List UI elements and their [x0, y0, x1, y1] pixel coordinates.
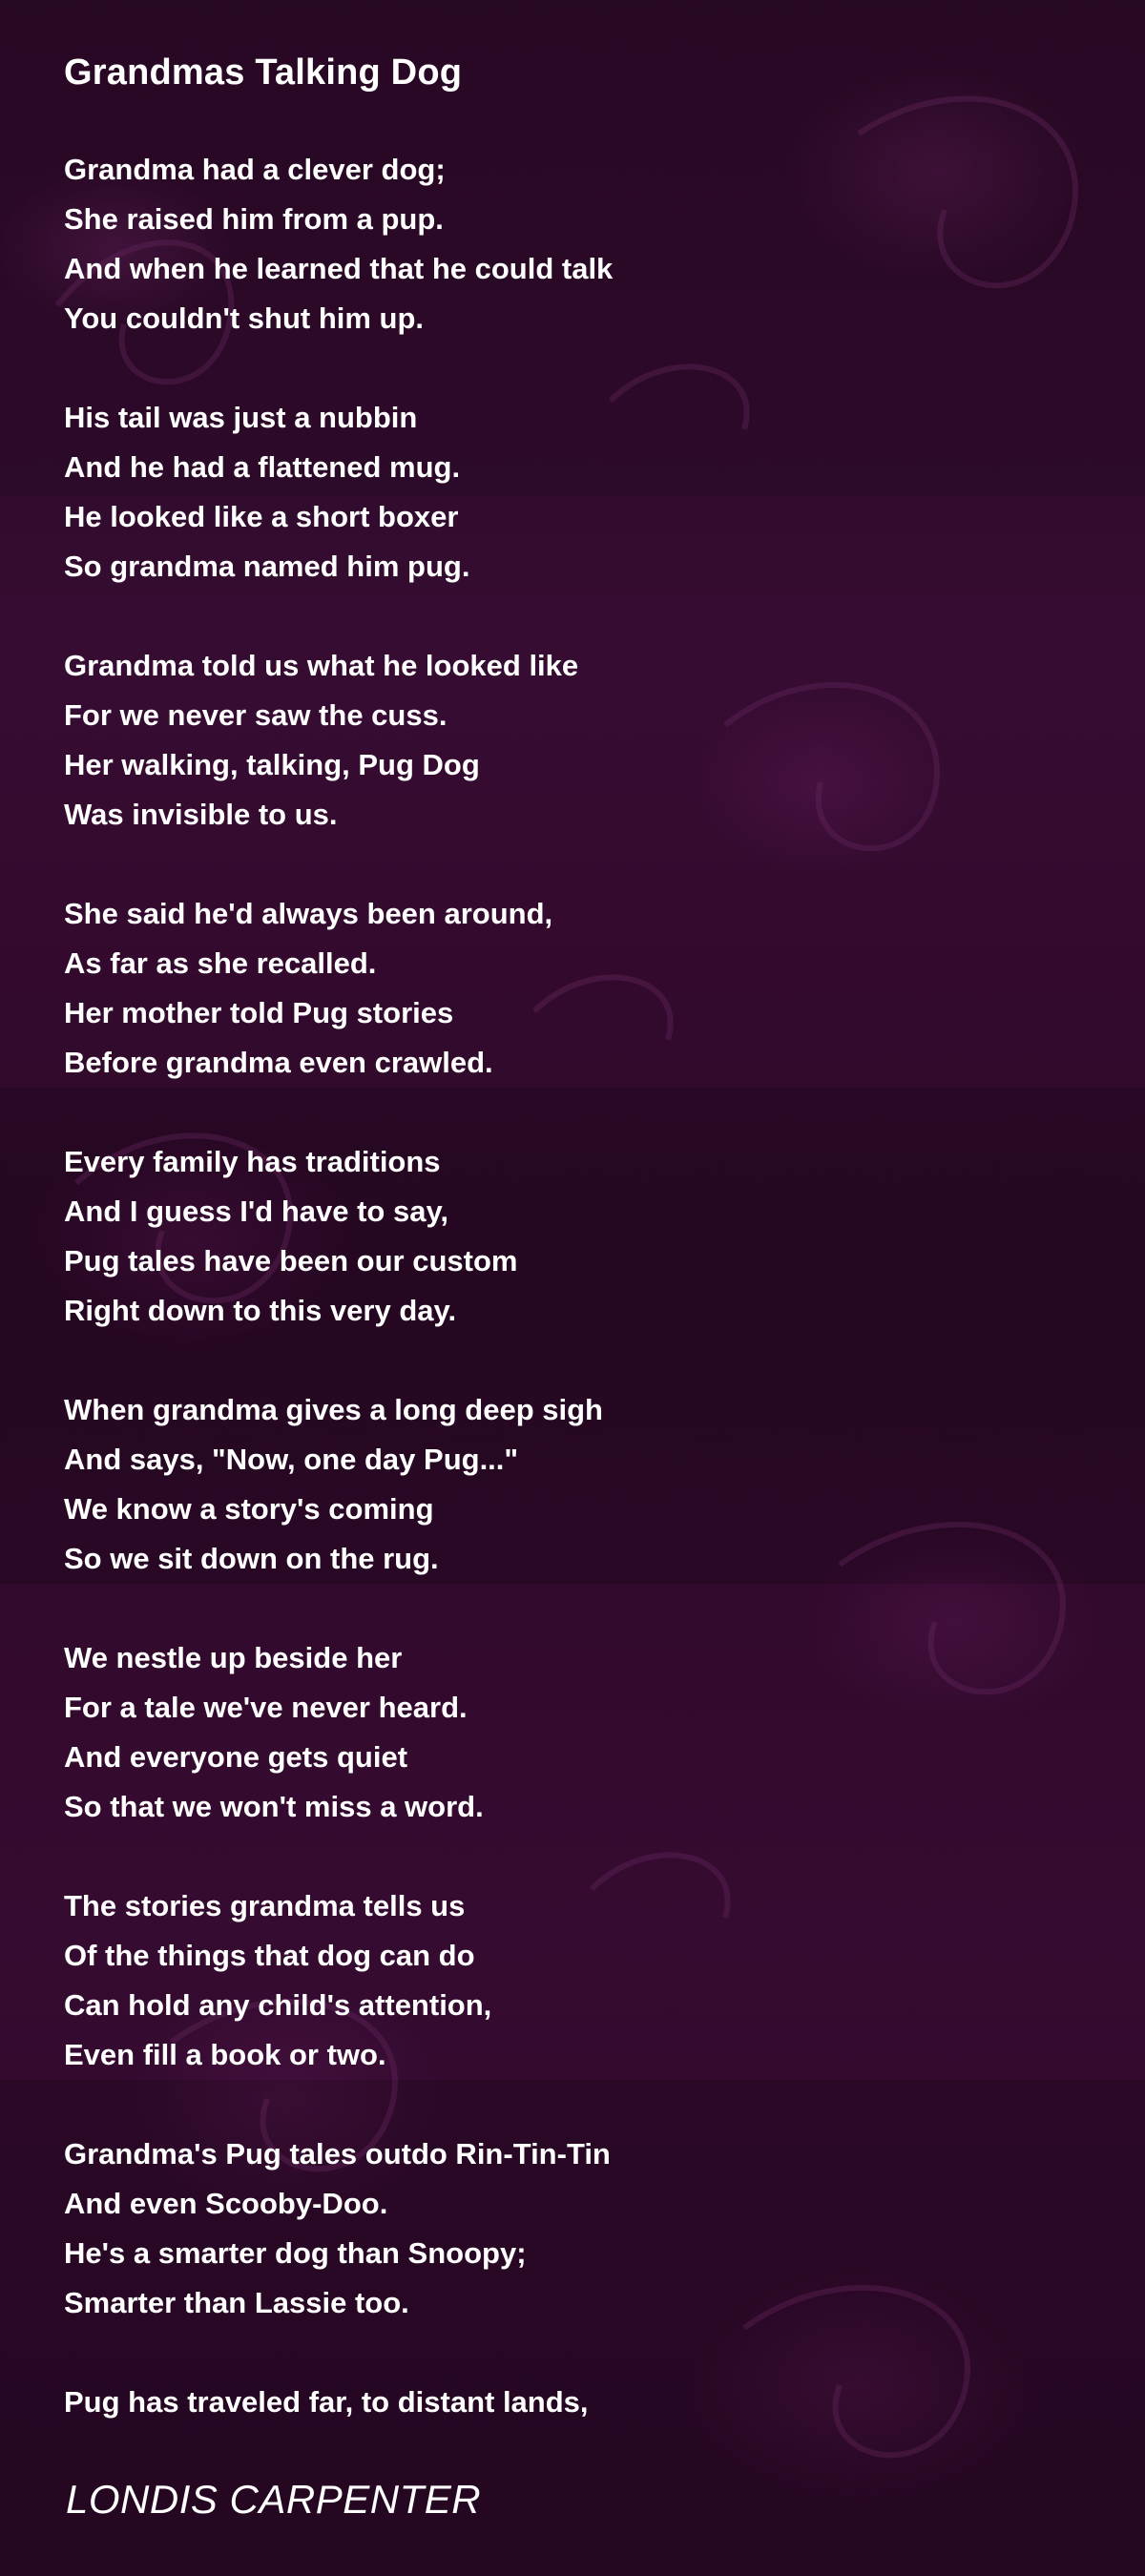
- poem-line: We know a story's coming: [64, 1492, 434, 1526]
- poem-line: When grandma gives a long deep sigh: [64, 1393, 603, 1426]
- poem-line: And everyone gets quiet: [64, 1740, 408, 1774]
- poem-author: LONDIS CARPENTER: [66, 2477, 482, 2522]
- poem-line: She raised him from a pup.: [64, 202, 444, 236]
- poem-line: Right down to this very day.: [64, 1294, 457, 1327]
- poem-line: Was invisible to us.: [64, 798, 338, 831]
- poem-stanza: [64, 2378, 1075, 2427]
- poem-stanza: [64, 2129, 1075, 2328]
- poem-line: And he had a flattened mug.: [64, 450, 461, 484]
- poem-line: So grandma named him pug.: [64, 550, 470, 583]
- poem-line: Pug has traveled far, to distant lands,: [64, 2385, 589, 2419]
- poem-line: And when he learned that he could talk: [64, 252, 614, 285]
- poem-stanza: [64, 1137, 1075, 1336]
- poem-content: [64, 50, 1075, 2477]
- poem-title: Grandmas Talking Dog: [64, 52, 463, 93]
- poem-stanza: [64, 641, 1075, 840]
- poem-line: Smarter than Lassie too.: [64, 2286, 409, 2319]
- poem-line: Can hold any child's attention,: [64, 1988, 492, 2022]
- poem-line: Grandma's Pug tales outdo Rin-Tin-Tin: [64, 2137, 611, 2171]
- poem-line: Grandma told us what he looked like: [64, 649, 579, 682]
- poem-line: Her mother told Pug stories: [64, 996, 454, 1029]
- poem-line: So that we won't miss a word.: [64, 1790, 484, 1823]
- poem-stanza: [64, 1633, 1075, 1832]
- poem-stanza: [64, 1385, 1075, 1584]
- poem-line: You couldn't shut him up.: [64, 301, 425, 335]
- poem-line: She said he'd always been around,: [64, 897, 553, 930]
- poem-line: So we sit down on the rug.: [64, 1542, 439, 1575]
- poem-line: Of the things that dog can do: [64, 1939, 475, 1972]
- poem-stanza: [64, 1881, 1075, 2080]
- poem-line: For a tale we've never heard.: [64, 1691, 468, 1724]
- poem-line: And even Scooby-Doo.: [64, 2187, 388, 2220]
- poem-line: We nestle up beside her: [64, 1641, 403, 1674]
- poem-body: [64, 145, 1075, 2427]
- poem-line: Pug tales have been our custom: [64, 1244, 518, 1278]
- poem-stanza: [64, 889, 1075, 1088]
- poem-line: For we never saw the cuss.: [64, 698, 448, 732]
- poem-line: He's a smarter dog than Snoopy;: [64, 2236, 527, 2270]
- poem-line: Every family has traditions: [64, 1145, 441, 1178]
- poem-line: As far as she recalled.: [64, 946, 377, 980]
- poem-line: His tail was just a nubbin: [64, 401, 418, 434]
- poem-line: Her walking, talking, Pug Dog: [64, 748, 480, 781]
- poem-stanza: [64, 393, 1075, 592]
- poem-line: He looked like a short boxer: [64, 500, 459, 533]
- poem-line: And I guess I'd have to say,: [64, 1195, 449, 1228]
- poem-line: Grandma had a clever dog;: [64, 153, 446, 186]
- poem-line: The stories grandma tells us: [64, 1889, 466, 1922]
- poem-line: And says, "Now, one day Pug...": [64, 1443, 519, 1476]
- poem-line: Before grandma even crawled.: [64, 1046, 493, 1079]
- poem-stanza: [64, 145, 1075, 343]
- poem-line: Even fill a book or two.: [64, 2038, 386, 2071]
